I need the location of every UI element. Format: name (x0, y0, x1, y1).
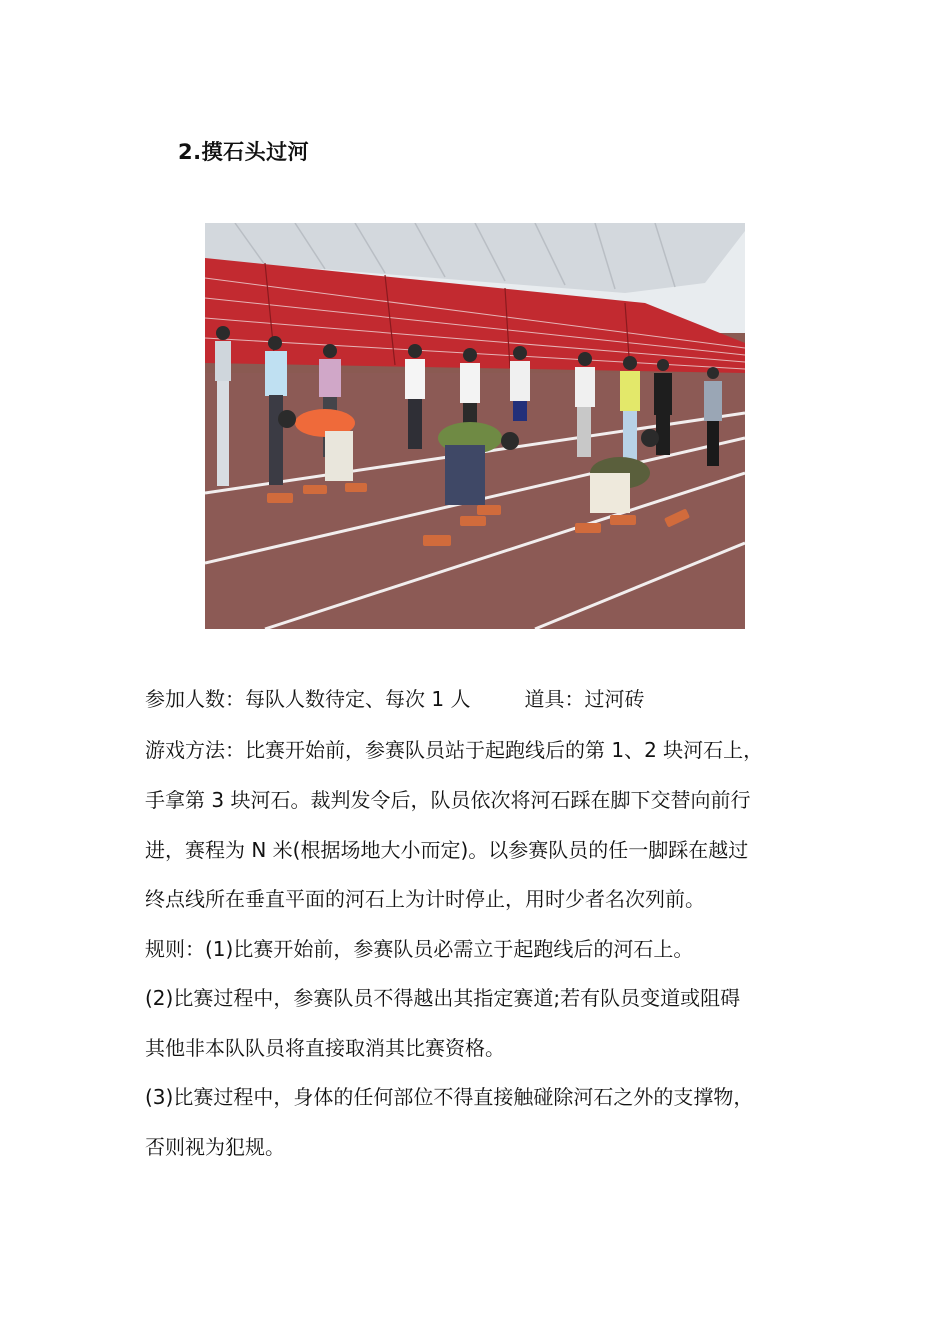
section-title: 2.摸石头过河 (178, 140, 310, 164)
paragraph-line: 进，赛程为 N 米(根据场地大小而定)。以参赛队员的任一脚踩在越过 (145, 838, 749, 862)
paragraph-line: (2)比赛过程中，参赛队员不得越出其指定赛道;若有队员变道或阻碍 (145, 986, 741, 1010)
track-game-photo (205, 223, 745, 629)
paragraph-line: 游戏方法：比赛开始前，参赛队员站于起跑线后的第 1、2 块河石上， (145, 738, 764, 762)
participants-text: 参加人数：每队人数待定、每次 1 人 (145, 687, 471, 711)
paragraph-line: 其他非本队队员将直接取消其比赛资格。 (145, 1036, 505, 1060)
paragraph-line: 手拿第 3 块河石。裁判发令后，队员依次将河石踩在脚下交替向前行 (145, 788, 751, 812)
info-line (145, 686, 644, 712)
paragraph-line: 规则：(1)比赛开始前，参赛队员必需立于起跑线后的河石上。 (145, 937, 694, 961)
paragraph-line: 终点线所在垂直平面的河石上为计时停止，用时少者名次列前。 (145, 887, 705, 911)
paragraph-line: 否则视为犯规。 (145, 1135, 285, 1159)
props-text: 道具：过河砖 (524, 687, 645, 711)
paragraph-line: (3)比赛过程中，身体的任何部位不得直接触碰除河石之外的支撑物， (145, 1085, 754, 1109)
